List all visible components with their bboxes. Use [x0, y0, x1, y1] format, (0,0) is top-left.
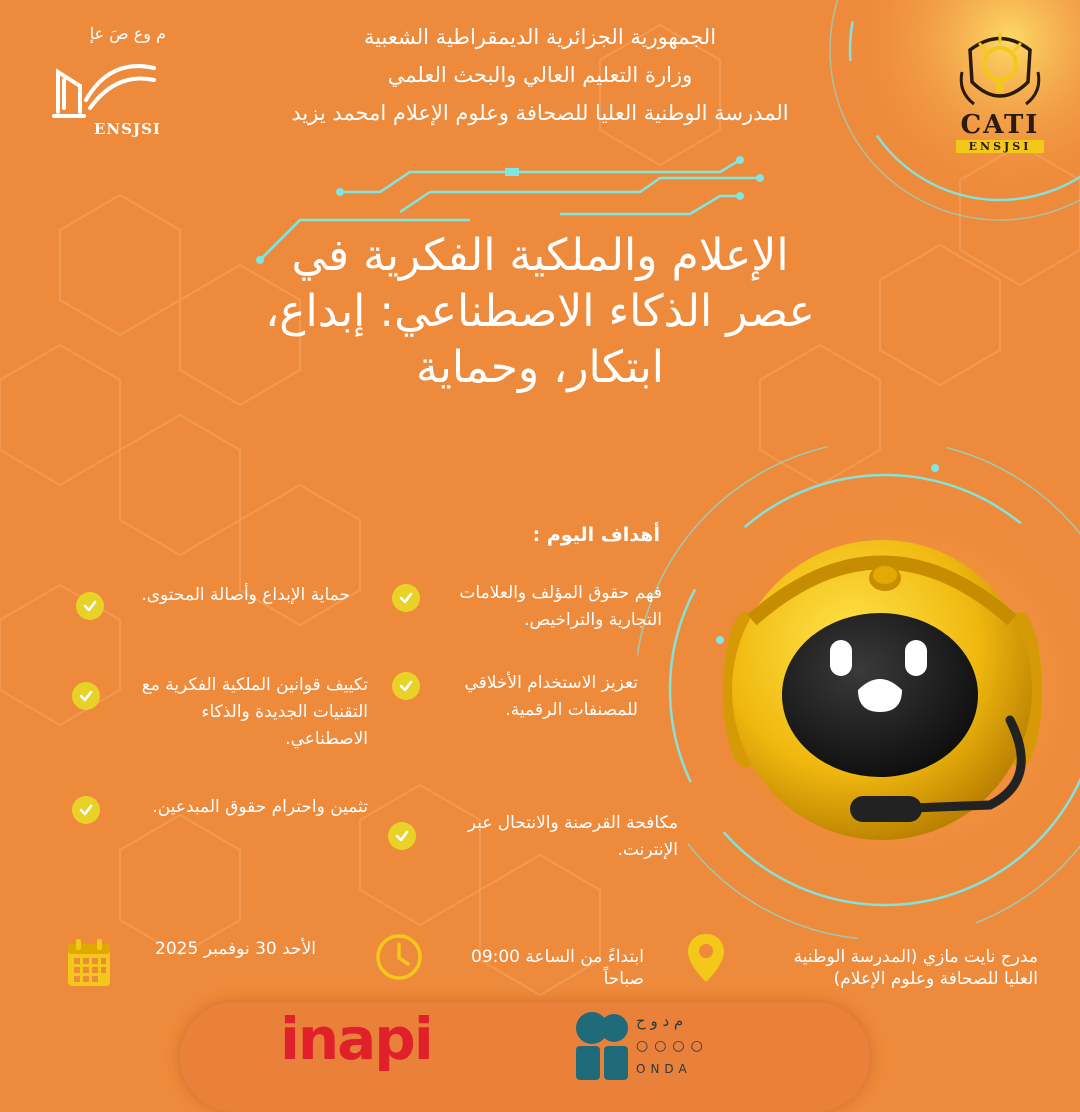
event-location-line-2: العليا للصحافة وعلوم الإعلام): [833, 969, 1038, 989]
header-line-ministry: وزارة التعليم العالي والبحث العلمي: [387, 63, 693, 87]
check-icon: [392, 584, 420, 612]
check-icon: [72, 682, 100, 710]
event-date: الأحد 30 نوفمبر 2025: [155, 939, 316, 959]
event-location: [738, 946, 1038, 990]
onda-logo: [574, 1010, 714, 1080]
check-icon: [76, 592, 104, 620]
location-pin-icon: [686, 932, 726, 986]
bulb-shield-icon: [950, 22, 1050, 112]
institution-header: [220, 18, 860, 132]
onda-arabic-text: م د و ح: [636, 1012, 684, 1030]
event-title-line-3: ابتكار، وحماية: [415, 342, 664, 393]
objective-item-ethical-use: تعزيز الاستخدام الأخلاقي للمصنفات الرقمية.: [464, 673, 638, 720]
objective-item-anti-piracy: مكافحة القرصنة والانتحال عبر الإنترنت.: [467, 813, 678, 860]
event-title: [150, 228, 930, 396]
cati-sub-text: ENSJSI: [956, 140, 1044, 153]
objective-item-copyright: فهم حقوق المؤلف والعلامات التجارية والتراخيص.: [459, 583, 662, 630]
ensjsi-book-icon: [50, 50, 160, 120]
check-icon: [392, 672, 420, 700]
clock-icon: [374, 932, 424, 982]
event-title-line-1: الإعلام والملكية الفكرية في: [291, 230, 789, 281]
objectives-heading: أهداف اليوم :: [532, 524, 660, 546]
event-time-line-1: ابتداءً من الساعة 09:00: [471, 947, 644, 967]
objective-item-adapt-laws: تكييف قوانين الملكية الفكرية مع التقنيات الجديدة والذكاء الاصطناعي.: [141, 675, 368, 749]
objective-item-respect-creators: تثمين واحترام حقوق المبدعين.: [152, 797, 368, 817]
onda-text: ONDA: [636, 1062, 692, 1076]
inapi-logo: [280, 1004, 440, 1080]
objective-item-protect-creativity: حماية الإبداع وأصالة المحتوى.: [141, 585, 350, 605]
cati-logo: [950, 22, 1050, 157]
onda-mark-icon: [574, 1010, 630, 1080]
calendar-icon: [66, 938, 112, 988]
check-icon: [72, 796, 100, 824]
inapi-text: inapi: [280, 1005, 432, 1073]
event-time: [430, 946, 644, 990]
ensjsi-text: ENSJSI: [94, 120, 161, 138]
ensjsi-logo: [46, 22, 166, 138]
onda-dots: ○○○○: [636, 1038, 709, 1054]
event-time-line-2: صباحاً: [603, 969, 644, 989]
check-icon: [388, 822, 416, 850]
header-line-republic: الجمهورية الجزائرية الديمقراطية الشعبية: [363, 25, 717, 49]
event-location-line-1: مدرج نايت مازي (المدرسة الوطنية: [793, 947, 1038, 967]
cati-text: CATI: [960, 110, 1040, 140]
event-title-line-2: عصر الذكاء الاصطناعي: إبداع،: [265, 286, 815, 337]
ensjsi-arabic-text: م وع صَ عإ: [89, 24, 166, 43]
header-line-school: المدرسة الوطنية العليا للصحافة وعلوم الإعلام امحمد يزيد: [291, 101, 789, 125]
